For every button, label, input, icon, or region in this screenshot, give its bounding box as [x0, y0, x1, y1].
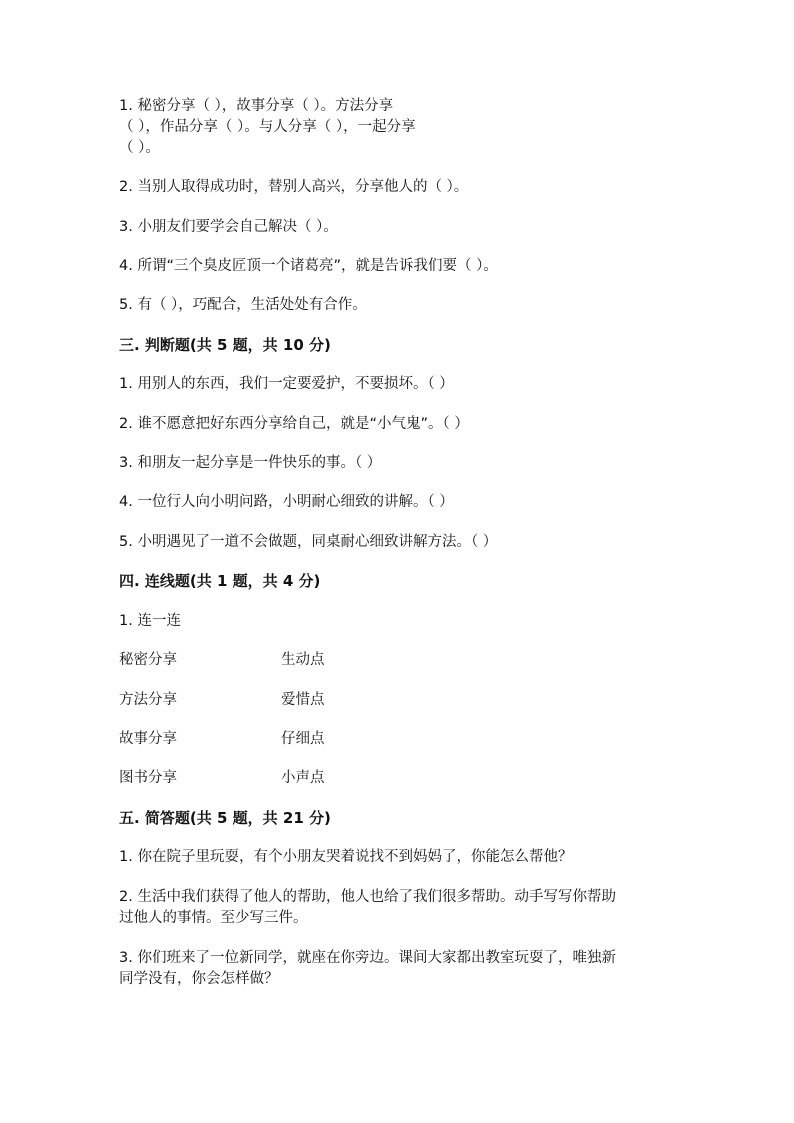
short-answer-q2-line1: 2. 生活中我们获得了他人的帮助，他人也给了我们很多帮助。动手写写你帮助: [119, 889, 616, 905]
short-answer-q2-line2: 过他人的事情。至少写三件。: [119, 910, 308, 926]
match-right-item: 爱惜点: [281, 692, 325, 708]
section3-title: 三. 判断题(共 5 题，共 10 分): [119, 336, 331, 354]
match-right-item: 小声点: [281, 770, 325, 786]
judge-q4: 4. 一位行人向小明问路，小明耐心细致的讲解。（ ）: [119, 494, 454, 510]
judge-q5: 5. 小明遇见了一道不会做题，同桌耐心细致讲解方法。（ ）: [119, 534, 498, 550]
match-right-item: 生动点: [281, 652, 325, 668]
section4-title: 四. 连线题(共 1 题，共 4 分): [119, 572, 321, 590]
fill-in-q4: 4. 所谓“三个臭皮匠顶一个诸葛亮”，就是告诉我们要（ ）。: [119, 258, 498, 274]
judge-q3: 3. 和朋友一起分享是一件快乐的事。（ ）: [119, 455, 382, 471]
fill-in-q1-line1: 1. 秘密分享（ ），故事分享（ ）。方法分享: [119, 98, 394, 114]
fill-in-q1-line2: （ ），作品分享（ ）。与人分享（ ），一起分享: [119, 119, 416, 135]
short-answer-q3-line1: 3. 你们班来了一位新同学，就座在你旁边。课间大家都出教室玩耍了，唯独新: [119, 950, 616, 966]
judge-q2: 2. 谁不愿意把好东西分享给自己，就是“小气鬼”。（ ）: [119, 416, 469, 432]
match-left-item: 方法分享: [119, 692, 177, 708]
match-left-item: 图书分享: [119, 770, 177, 786]
fill-in-q3: 3. 小朋友们要学会自己解决（ ）。: [119, 219, 338, 235]
short-answer-q3-line2: 同学没有，你会怎样做？: [119, 971, 279, 987]
match-q1: 1. 连一连: [119, 613, 181, 629]
section5-title: 五. 简答题(共 5 题，共 21 分): [119, 809, 331, 827]
match-left-item: 秘密分享: [119, 652, 177, 668]
fill-in-q2: 2. 当别人取得成功时，替别人高兴，分享他人的（ ）。: [119, 179, 469, 195]
short-answer-q1: 1. 你在院子里玩耍，有个小朋友哭着说找不到妈妈了，你能怎么帮他？: [119, 849, 573, 865]
fill-in-q1-line3: （ ）。: [119, 140, 160, 156]
fill-in-q5: 5. 有（ ），巧配合，生活处处有合作。: [119, 297, 367, 313]
match-left-item: 故事分享: [119, 731, 177, 747]
match-right-item: 仔细点: [281, 731, 325, 747]
judge-q1: 1. 用别人的东西，我们一定要爱护，不要损坏。（ ）: [119, 376, 454, 392]
